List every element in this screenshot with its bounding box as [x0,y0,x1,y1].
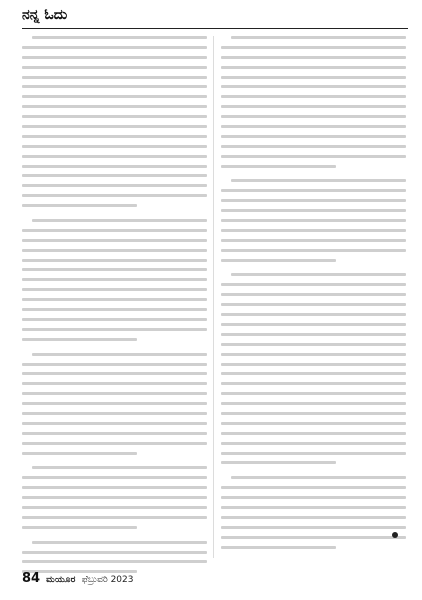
text-line-placeholder [22,194,207,197]
text-line-placeholder [22,382,207,385]
text-line-placeholder [221,333,406,336]
text-line-placeholder [22,516,207,519]
text-line-placeholder [221,76,406,79]
text-line-placeholder [221,95,406,98]
text-line-placeholder [22,422,207,425]
text-line-placeholder [221,422,406,425]
text-line-placeholder [221,115,406,118]
text-line-placeholder [221,323,406,326]
text-line-placeholder [221,526,406,529]
text-line-placeholder [221,536,406,539]
text-line-placeholder [22,476,207,479]
text-line-placeholder [221,219,406,222]
text-line-placeholder [221,372,406,375]
text-line-placeholder [221,165,336,168]
text-line-placeholder [22,372,207,375]
text-line-placeholder [221,496,406,499]
text-line-placeholder [22,66,207,69]
text-line-placeholder [32,353,207,356]
section-heading: ನನ್ನ ಓದು [22,7,68,23]
text-line-placeholder [22,551,207,554]
text-line-placeholder [22,115,207,118]
text-line-placeholder [22,239,207,242]
article-column-left [22,36,207,558]
text-line-placeholder [221,461,336,464]
text-line-placeholder [221,249,406,252]
text-line-placeholder [221,506,406,509]
text-line-placeholder [22,268,207,271]
text-line-placeholder [22,46,207,49]
text-line-placeholder [221,402,406,405]
text-line-placeholder [221,392,406,395]
text-line-placeholder [22,328,207,331]
text-line-placeholder [231,273,406,276]
text-line-placeholder [221,486,406,489]
text-line-placeholder [221,259,336,262]
text-line-placeholder [221,283,406,286]
text-line-placeholder [32,541,207,544]
text-line-placeholder [231,476,406,479]
article-end-marker [392,532,398,538]
text-line-placeholder [22,85,207,88]
text-line-placeholder [22,560,207,563]
text-line-placeholder [22,506,207,509]
text-line-placeholder [221,293,406,296]
text-line-placeholder [221,46,406,49]
text-line-placeholder [221,145,406,148]
text-line-placeholder [221,516,406,519]
text-line-placeholder [22,184,207,187]
page-number: 84 [22,571,41,586]
text-line-placeholder [221,239,406,242]
text-line-placeholder [22,298,207,301]
text-line-placeholder [22,526,137,529]
text-line-placeholder [22,259,207,262]
text-line-placeholder [221,442,406,445]
text-line-placeholder [221,155,406,158]
text-line-placeholder [231,36,406,39]
text-line-placeholder [22,452,137,455]
text-line-placeholder [22,412,207,415]
text-line-placeholder [32,219,207,222]
text-line-placeholder [221,189,406,192]
text-line-placeholder [221,105,406,108]
text-line-placeholder [22,442,207,445]
text-line-placeholder [231,179,406,182]
text-line-placeholder [22,135,207,138]
text-line-placeholder [22,392,207,395]
text-line-placeholder [221,125,406,128]
text-line-placeholder [221,412,406,415]
text-line-placeholder [221,313,406,316]
text-line-placeholder [22,278,207,281]
text-line-placeholder [221,199,406,202]
text-line-placeholder [22,95,207,98]
text-line-placeholder [32,466,207,469]
text-line-placeholder [221,209,406,212]
text-line-placeholder [22,496,207,499]
heading-rule [22,28,408,29]
text-line-placeholder [221,432,406,435]
text-line-placeholder [32,36,207,39]
text-line-placeholder [221,382,406,385]
text-line-placeholder [22,76,207,79]
text-line-placeholder [22,204,137,207]
text-line-placeholder [22,249,207,252]
text-line-placeholder [22,308,207,311]
text-line-placeholder [221,135,406,138]
page-footer [22,571,133,586]
text-line-placeholder [22,432,207,435]
text-line-placeholder [22,288,207,291]
text-line-placeholder [22,402,207,405]
text-line-placeholder [22,363,207,366]
text-line-placeholder [221,56,406,59]
magazine-name: ಮಯೂರ [46,575,76,585]
issue-date: ಫೆಬ್ರುವರಿ 2023 [81,575,134,585]
text-line-placeholder [22,145,207,148]
text-line-placeholder [221,303,406,306]
text-line-placeholder [22,105,207,108]
text-line-placeholder [22,229,207,232]
article-column-right [221,36,406,558]
text-line-placeholder [22,486,207,489]
text-line-placeholder [22,56,207,59]
text-line-placeholder [221,66,406,69]
text-line-placeholder [22,125,207,128]
column-divider [213,36,214,558]
text-line-placeholder [22,155,207,158]
text-line-placeholder [22,318,207,321]
text-line-placeholder [221,343,406,346]
text-line-placeholder [22,165,207,168]
text-line-placeholder [221,546,336,549]
text-line-placeholder [221,363,406,366]
text-line-placeholder [22,338,137,341]
text-line-placeholder [221,452,406,455]
text-line-placeholder [221,85,406,88]
text-line-placeholder [22,174,207,177]
text-line-placeholder [221,229,406,232]
text-line-placeholder [221,353,406,356]
